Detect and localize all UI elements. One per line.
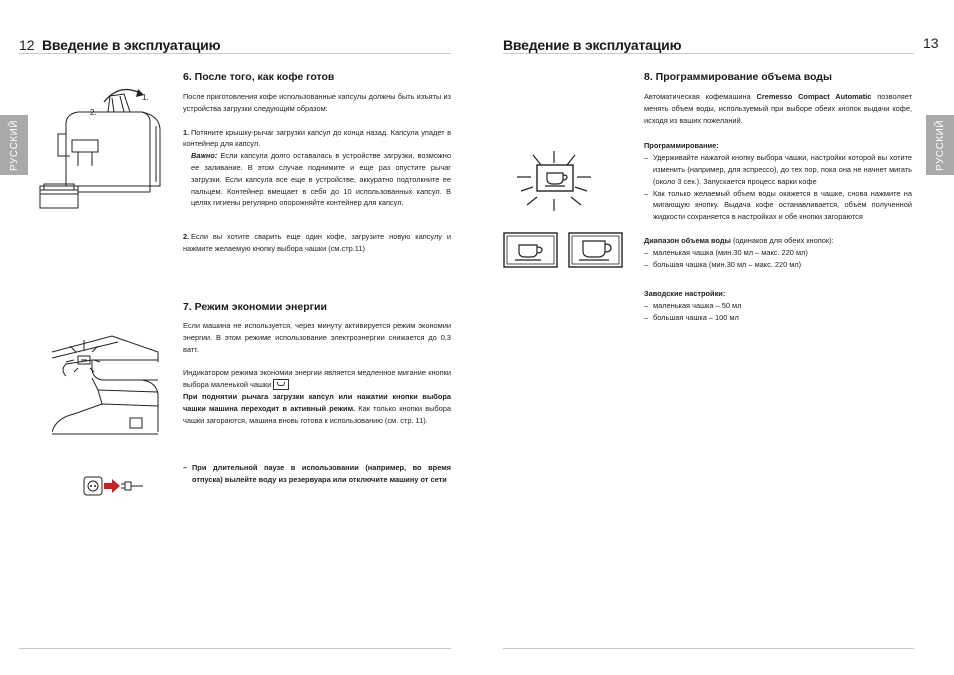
section-7-title: 7. Режим экономии энергии <box>183 301 327 313</box>
language-tab-right: РУССКИЙ <box>926 115 954 175</box>
factory-item-small: – маленькая чашка – 50 мл <box>644 301 742 311</box>
factory-item-large: – большая чашка – 100 мл <box>644 312 739 322</box>
range-label: Диапазон объема воды (одинаков для обеих кнопок): <box>644 235 834 245</box>
header-rule-right <box>503 53 914 54</box>
factory-label: Заводские настройки: <box>644 289 726 299</box>
range-item-large: – большая чашка (мин.30 мл – макс. 220 мл) <box>644 259 802 269</box>
section-6-item-1: 1. Потяните крышку-рычаг загрузки капсул до конца назад. Капсула упадет в контейнер для капсул. <box>183 127 451 149</box>
range-item-small: – маленькая чашка (мин.30 мл – макс. 220 мл) <box>644 247 808 257</box>
section-6-body <box>183 91 451 255</box>
section-6-intro: После приготовления кофе использованные капсулы должны быть изъяты из устройства загрузки следующим образом: <box>183 92 451 113</box>
page-number-left: 12 <box>19 37 35 53</box>
energy-saving-illustration <box>52 322 164 436</box>
section-8-title: 8. Программирование объема воды <box>644 71 832 83</box>
step-1-label: 1. <box>142 93 149 102</box>
unplug-icon <box>83 476 145 496</box>
page-number-right: 13 <box>923 35 939 51</box>
header-rule-left <box>19 53 451 54</box>
section-8-body <box>644 91 912 324</box>
section-7-p3: При поднятии рычага загрузки капсул или нажатии кнопки выбора чашки машина переходит в активный режим. Как только кнопки выбора чашки загораются, машина вновь готова к использованию (см. стр. 11). <box>183 391 451 425</box>
page-header-left: Введение в эксплуатацию <box>42 37 221 53</box>
cup-buttons-illustration <box>503 145 625 271</box>
section-6-title: 6. После того, как кофе готов <box>183 71 335 83</box>
programming-step-1: – Удерживайте нажатой кнопку выбора чашки, настройки которой вы хотите изменить (например, для эспрессо), до тех пор, пока она не начнет мигать (около 3 сек.). Запускается процесс варки кофе <box>644 153 912 186</box>
section-7-p2: Индикатором режима экономии энергии является медленное мигание кнопки выбора маленькой чашки <box>183 368 451 390</box>
machine-lever-illustration <box>38 86 168 221</box>
section-7-p1: Если машина не используется, через минуту активируется режим экономии энергии. В этом режиме использование электроэнергии снижается до 0,3 ватт. <box>183 321 451 354</box>
section-7-body <box>183 320 451 426</box>
page-header-right: Введение в эксплуатацию <box>503 37 682 53</box>
section-7-note: – При длительной паузе в использовании (например, во время отпуска) вылейте воду из резервуара или отключите машину от сети <box>183 463 451 484</box>
section-6-item-2: 2. Если вы хотите сварить еще один кофе, загрузите новую капсулу и нажмите желаемую кнопку выбора чашки (см.стр.11) <box>183 232 451 253</box>
small-cup-icon <box>273 379 289 390</box>
step-2-label: 2. <box>90 108 97 117</box>
footer-rule-left <box>19 648 451 649</box>
section-8-intro: Автоматическая кофемашина Cremesso Compact Automatic позволяет менять объем воды, используемый при выборе обеих кнопок выдачи кофе, исходя из ваших пожеланий. <box>644 92 913 125</box>
programming-label: Программирование: <box>644 141 719 151</box>
footer-rule-right <box>503 648 914 649</box>
section-6-important: Важно: Если капсула долго оставалась в устройстве загрузки, возможно ее заливание. В этом случае поднимите и еще раз опустите рычаг загрузки. Если капсула все еще в устройстве, аккуратно подтолкните ее пальцем. Контейнер вмещает в себя до 10 использованных капсул. В целях гигиены регулярно опорожняйте контейнер для капсул. <box>191 151 451 208</box>
programming-step-2: – Как только желаемый объем воды окажется в чашке, снова нажмите на мигающую кнопку. Выдача кофе останавливается, объем полученной жидкости сохраняется в настройках и обе кнопки загораются <box>644 188 912 222</box>
language-tab-left: РУССКИЙ <box>0 115 28 175</box>
